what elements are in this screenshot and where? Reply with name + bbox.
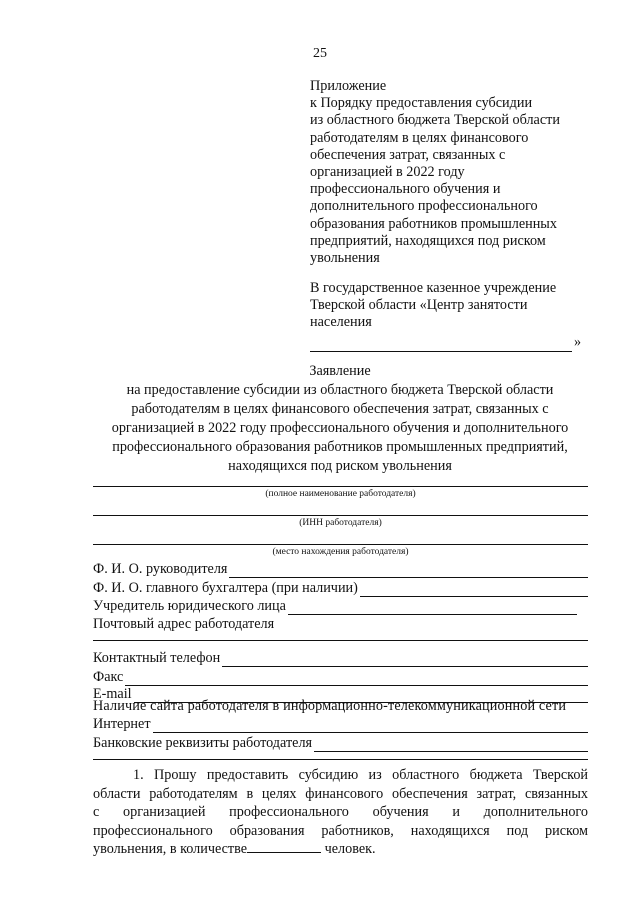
website-row: [93, 698, 588, 715]
fax-row: [93, 669, 588, 686]
full-name-field[interactable]: [93, 486, 588, 487]
paragraph-1-line: области работодателям в целях финансового обеспечения затрат, связанных: [93, 785, 588, 802]
appendix-line: увольнения: [310, 250, 380, 267]
phone-label: Контактный телефон: [93, 650, 221, 666]
bank-row: [93, 735, 588, 752]
appendix-line: Приложение: [310, 78, 387, 94]
website-row-2: [93, 716, 588, 733]
appendix-line: профессионального обучения и: [310, 181, 501, 198]
appendix-line: образования работников промышленных: [310, 215, 557, 232]
paragraph-1-line: 1. Прошу предоставить субсидию из областного бюджета Тверской: [133, 767, 588, 783]
appendix-line: работодателям в целях финансового: [310, 129, 529, 146]
quantity-suffix: человек.: [324, 841, 376, 858]
director-field[interactable]: [229, 565, 588, 578]
accountant-label: Ф. И. О. главного бухгалтера (при наличии): [93, 580, 358, 596]
bank-field-2[interactable]: [93, 759, 588, 760]
paragraph-1: [93, 766, 588, 859]
postal-address-row: [93, 616, 588, 633]
quantity-prefix: увольнения, в количестве: [93, 841, 248, 858]
inn-caption: (ИНН работодателя): [299, 518, 382, 528]
founder-field[interactable]: [288, 602, 577, 615]
statement-title: Заявление: [309, 363, 371, 379]
paragraph-1-last-line: [93, 840, 588, 859]
bank-field[interactable]: [314, 739, 588, 752]
inn-field[interactable]: [93, 515, 588, 516]
appendix-line: из областного бюджета Тверской области: [310, 112, 560, 129]
location-caption: (место нахождения работодателя): [272, 547, 409, 557]
addressee-block: [310, 280, 610, 352]
addressee-line: населения: [310, 314, 372, 331]
quantity-field[interactable]: [247, 840, 321, 853]
director-row: [93, 561, 588, 578]
closing-quote: »: [574, 334, 582, 351]
postal-address-label: Почтовый адрес работодателя: [93, 616, 275, 632]
addressee-line: Тверской области «Центр занятости: [310, 297, 528, 314]
appendix-heading: [310, 78, 610, 267]
appendix-line: к Порядку предоставления субсидии: [310, 95, 533, 112]
statement-subtitle-line: работодателям в целях финансового обеспечения затрат, связанных с: [131, 401, 549, 417]
appendix-line: обеспечения затрат, связанных с: [310, 146, 506, 163]
accountant-row: [93, 580, 588, 597]
founder-label: Учредитель юридического лица: [93, 598, 286, 614]
accountant-field[interactable]: [360, 584, 588, 597]
director-label: Ф. И. О. руководителя: [93, 561, 228, 577]
addressee-line: В государственное казенное учреждение: [310, 280, 557, 296]
page-number: 25: [313, 46, 327, 61]
website-field[interactable]: [153, 720, 588, 733]
statement-subtitle-line: профессионального образования работников промышленных предприятий,: [112, 439, 568, 455]
fax-label: Факс: [93, 669, 124, 685]
phone-field[interactable]: [222, 654, 588, 667]
postal-address-field[interactable]: [93, 640, 588, 641]
appendix-line: предприятий, находящихся под риском: [310, 232, 546, 249]
appendix-line: организацией в 2022 году: [310, 164, 465, 181]
statement-subtitle-line: организацией в 2022 году профессионального обучения и дополнительного: [111, 420, 569, 436]
website-label-2: Интернет: [93, 716, 151, 732]
fax-field[interactable]: [125, 673, 588, 686]
email-label: E-mail: [93, 686, 132, 702]
location-field[interactable]: [93, 544, 588, 545]
bank-label: Банковские реквизиты работодателя: [93, 735, 313, 751]
addressee-fill-rule[interactable]: [310, 337, 572, 352]
paragraph-1-line: профессионального образования работников, находящихся под риском: [93, 822, 588, 839]
statement-subtitle-line: на предоставление субсидии из областного бюджета Тверской области: [126, 382, 554, 398]
website-label: Наличие сайта работодателя в информационно-телекоммуникационной сети: [93, 698, 567, 714]
phone-row: [93, 650, 588, 667]
founder-row: [93, 598, 577, 615]
appendix-line: дополнительного профессионального: [310, 198, 538, 215]
paragraph-1-line: с организацией профессионального обучения и дополнительного: [93, 804, 588, 821]
statement-subtitle-line: находящихся под риском увольнения: [228, 458, 452, 474]
full-name-caption: (полное наименование работодателя): [265, 489, 416, 499]
statement-title-block: [90, 362, 590, 476]
addressee-blank-line: [310, 332, 610, 352]
